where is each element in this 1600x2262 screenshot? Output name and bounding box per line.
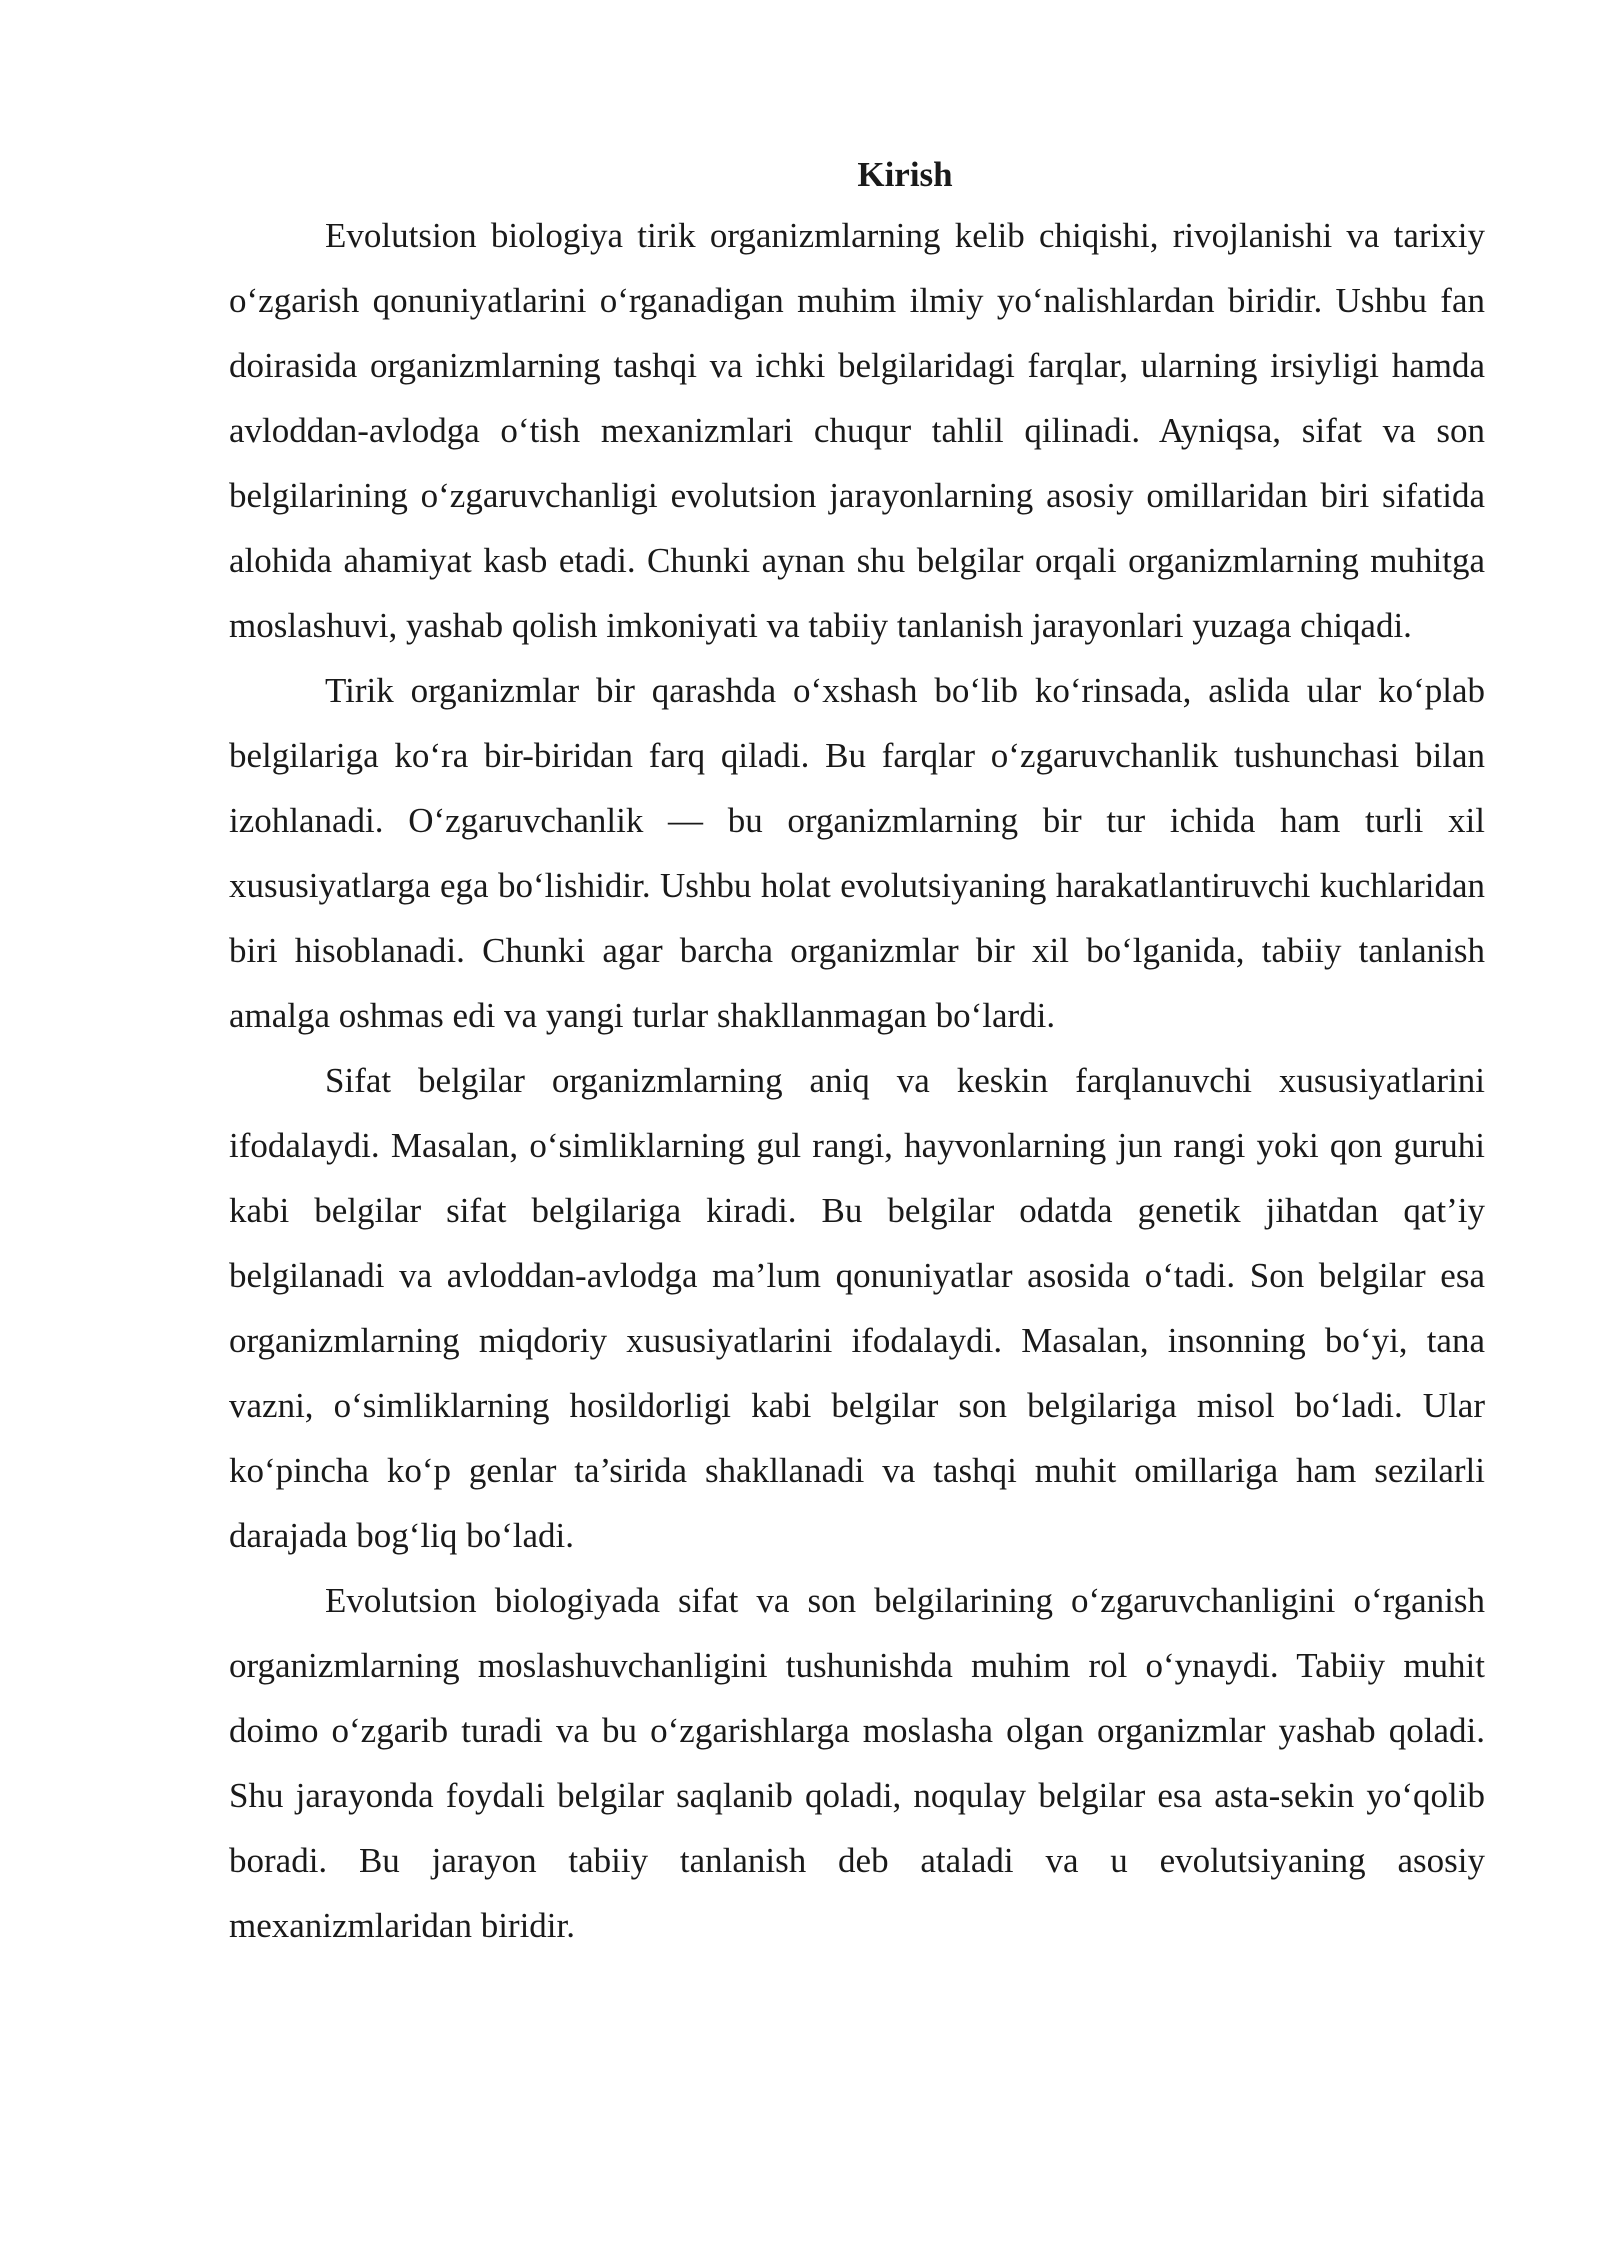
paragraph-1: Evolutsion biologiya tirik organizmlarning kelib chiqishi, rivojlanishi va tarixiy o‘zgarish qonuniyatlarini o‘rganadigan muhim ilmiy yo‘nalishlardan biridir. Ushbu fan doirasida organizmlarning tashqi va ichki belgilaridagi farqlar, ularning irsiyligi hamda avloddan-avlodga o‘tish mexanizmlari chuqur tahlil qilinadi. Ayniqsa, sifat va son belgilarining o‘zgaruvchanligi evolutsion jarayonlarning asosiy omillaridan biri sifatida alohida ahamiyat kasb etadi. Chunki aynan shu belgilar orqali organizmlarning muhitga moslashuvi, yashab qolish imkoniyati va tabiiy tanlanish jarayonlari yuzaga chiqadi. <box>229 216 1485 645</box>
paragraph-4: Evolutsion biologiyada sifat va son belgilarining o‘zgaruvchanligini o‘rganish organizmlarning moslashuvchanligini tushunishda muhim rol o‘ynaydi. Tabiiy muhit doimo o‘zgarib turadi va bu o‘zgarishlarga moslasha olgan organizmlar yashab qoladi. Shu jarayonda foydali belgilar saqlanib qoladi, noqulay belgilar esa asta-sekin yo‘qolib boradi. Bu jarayon tabiiy tanlanish deb ataladi va u evolutsiyaning asosiy mexanizmlaridan biridir. <box>229 1581 1485 1945</box>
paragraph-3: Sifat belgilar organizmlarning aniq va keskin farqlanuvchi xususiyatlarini ifodalaydi. Masalan, o‘simliklarning gul rangi, hayvonlarning jun rangi yoki qon guruhi kabi belgilar sifat belgilariga kiradi. Bu belgilar odatda genetik jihatdan qat’iy belgilanadi va avloddan-avlodga ma’lum qonuniyatlar asosida o‘tadi. Son belgilar esa organizmlarning miqdoriy xususiyatlarini ifodalaydi. Masalan, insonning bo‘yi, tana vazni, o‘simliklarning hosildorligi kabi belgilar son belgilariga misol bo‘ladi. Ular ko‘pincha ko‘p genlar ta’sirida shakllanadi va tashqi muhit omillariga ham sezilarli darajada bog‘liq bo‘ladi. <box>229 1061 1485 1555</box>
paragraph-2: Tirik organizmlar bir qarashda o‘xshash bo‘lib ko‘rinsada, aslida ular ko‘plab belgilariga ko‘ra bir-biridan farq qiladi. Bu farqlar o‘zgaruvchanlik tushunchasi bilan izohlanadi. O‘zgaruvchanlik — bu organizmlarning bir tur ichida ham turli xil xususiyatlarga ega bo‘lishidir. Ushbu holat evolutsiyaning harakatlantiruvchi kuchlaridan biri hisoblanadi. Chunki agar barcha organizmlar bir xil bo‘lganida, tabiiy tanlanish amalga oshmas edi va yangi turlar shakllanmagan bo‘lardi. <box>229 671 1485 1035</box>
page-title: Kirish <box>857 155 953 194</box>
document-body <box>229 147 1485 1958</box>
